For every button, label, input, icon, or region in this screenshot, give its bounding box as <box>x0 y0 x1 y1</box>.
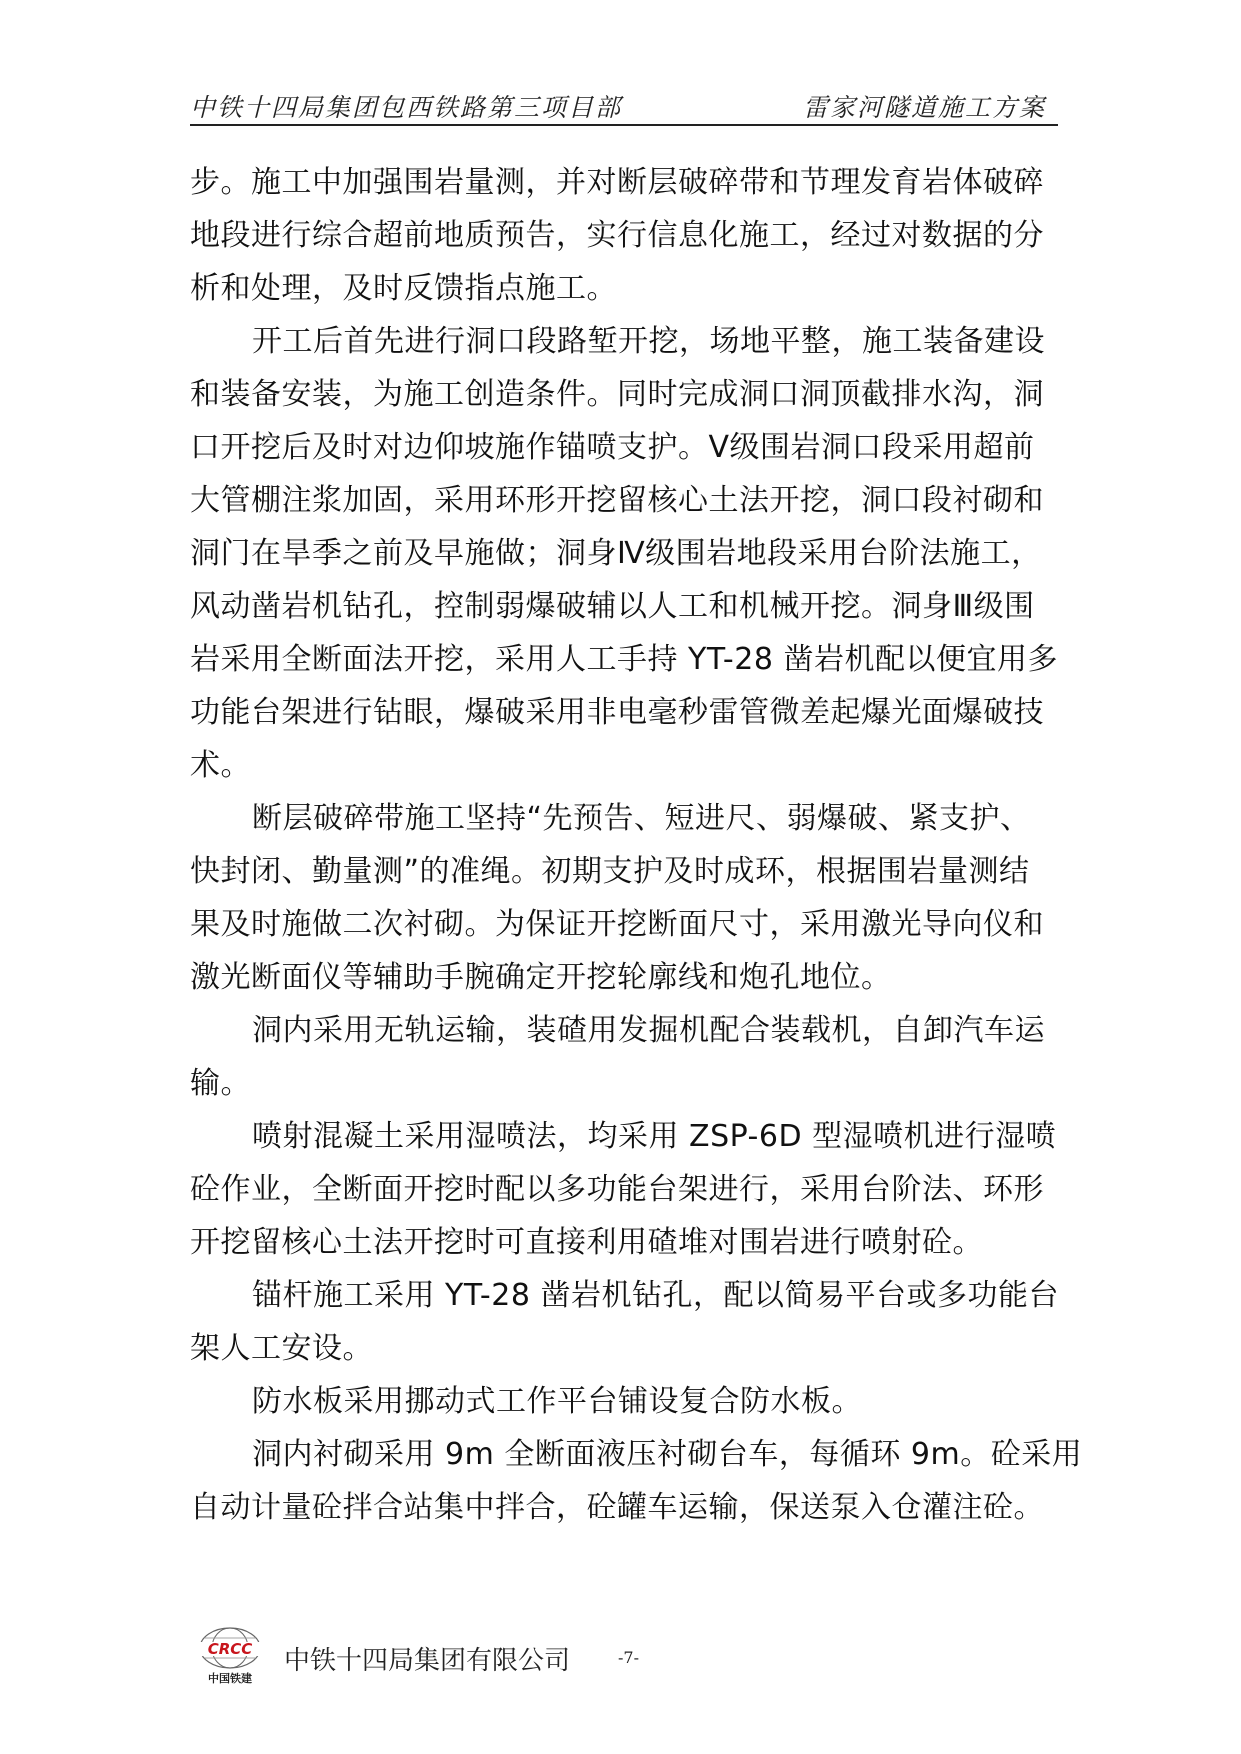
crcc-logo-icon <box>190 1624 270 1688</box>
page-footer <box>190 1624 890 1684</box>
footer-company-name: 中铁十四局集团有限公司 <box>284 1646 571 1676</box>
text-line: 功能台架进行钻眼，爆破采用非电毫秒雷管微差起爆光面爆破技 <box>190 695 1044 730</box>
page-number: -7- <box>618 1648 639 1667</box>
text-line: 架人工安设。 <box>190 1331 373 1366</box>
page-header <box>190 84 1058 126</box>
text-line: 开挖留核心土法开挖时可直接利用碴堆对围岩进行喷射砼。 <box>190 1225 983 1260</box>
text-line: 激光断面仪等辅助手腕确定开挖轮廓线和炮孔地位。 <box>190 960 892 995</box>
text-line: 析和处理，及时反馈指点施工。 <box>190 271 617 306</box>
text-line: 自动计量砼拌合站集中拌合，砼罐车运输，保送泵入仓灌注砼。 <box>190 1490 1044 1525</box>
text-line: 和装备安装，为施工创造条件。同时完成洞口洞顶截排水沟，洞 <box>190 377 1044 412</box>
text-line: 输。 <box>190 1066 251 1101</box>
header-project-name: 中铁十四局集团包西铁路第三项目部 <box>190 93 623 122</box>
text-line: 锚杆施工采用 YT-28 凿岩机钻孔，配以简易平台或多功能台 <box>252 1278 1059 1313</box>
text-line: 大管棚注浆加固，采用环形开挖留核心土法开挖，洞口段衬砌和 <box>190 483 1044 518</box>
text-line: 风动凿岩机钻孔，控制弱爆破辅以人工和机械开挖。洞身Ⅲ级围 <box>190 589 1035 624</box>
logo-text: CRCC <box>207 1640 253 1658</box>
text-line: 洞内采用无轨运输，装碴用发掘机配合装载机，自卸汽车运 <box>252 1013 1045 1048</box>
text-line: 岩采用全断面法开挖，采用人工手持 YT-28 凿岩机配以便宜用多 <box>190 642 1058 677</box>
text-line: 快封闭、勤量测”的准绳。初期支护及时成环，根据围岩量测结 <box>190 854 1030 889</box>
text-line: 步。施工中加强围岩量测，并对断层破碎带和节理发育岩体破碎 <box>190 165 1044 200</box>
text-line: 地段进行综合超前地质预告，实行信息化施工，经过对数据的分 <box>190 218 1044 253</box>
text-line: 断层破碎带施工坚持“先预告、短进尺、弱爆破、紧支护、 <box>252 801 1031 836</box>
text-line: 术。 <box>190 748 251 783</box>
text-line: 开工后首先进行洞口段路堑开挖，场地平整，施工装备建设 <box>252 324 1045 359</box>
logo-subtext: 中国铁建 <box>208 1672 252 1685</box>
text-line: 砼作业，全断面开挖时配以多功能台架进行，采用台阶法、环形 <box>190 1172 1044 1207</box>
text-line: 喷射混凝土采用湿喷法，均采用 ZSP-6D 型湿喷机进行湿喷 <box>252 1119 1057 1154</box>
text-line: 洞内衬砌采用 9m 全断面液压衬砌台车，每循环 9m。砼采用 <box>252 1437 1083 1472</box>
text-line: 果及时施做二次衬砌。为保证开挖断面尺寸，采用激光导向仪和 <box>190 907 1044 942</box>
text-line: 防水板采用挪动式工作平台铺设复合防水板。 <box>252 1384 862 1419</box>
header-document-title: 雷家河隧道施工方案 <box>802 93 1046 122</box>
text-line: 口开挖后及时对边仰坡施作锚喷支护。Ⅴ级围岩洞口段采用超前 <box>190 430 1035 465</box>
text-line: 洞门在旱季之前及早施做；洞身Ⅳ级围岩地段采用台阶法施工， <box>190 536 1042 571</box>
document-body <box>190 156 1083 1534</box>
